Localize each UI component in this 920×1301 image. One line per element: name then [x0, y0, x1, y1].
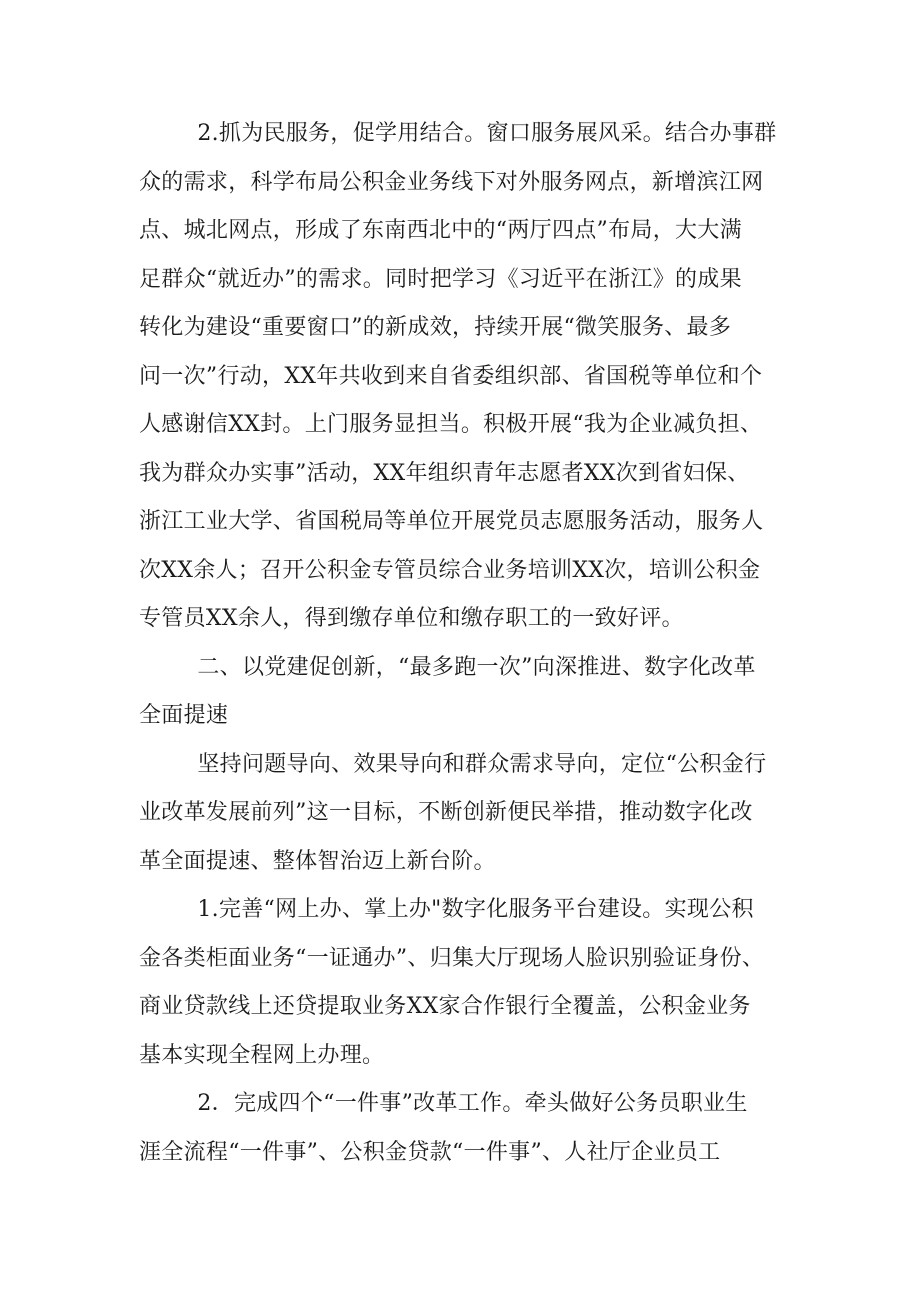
- paragraph-service: [139, 110, 799, 644]
- document-body: [139, 110, 799, 1177]
- text-line: 全面提速: [139, 703, 229, 728]
- text-line: 转化为建设“重要窗口”的新成效，持续开展“微笑服务、最多: [139, 315, 732, 340]
- text-line: 涯全流程“一件事”、公积金贷款“一件事”、人社厅企业员工: [139, 1139, 721, 1165]
- text-line: 金各类柜面业务“一证通办”、归集大厅现场人脸识别验证身份、: [139, 945, 765, 971]
- text-line: 人感谢信XX封。上门服务显担当。积极开展“我为企业减负担、: [139, 412, 763, 437]
- text-line: 2．完成四个“一件事”改革工作。牵头做好公务员职业生: [139, 1091, 748, 1116]
- text-line: 足群众“就近办”的需求。同时把学习《习近平在浙江》的成果: [139, 266, 742, 292]
- section-heading-innovation: [139, 644, 799, 741]
- text-line: 众的需求，科学布局公积金业务线下对外服务网点，新增滨江网: [139, 169, 764, 195]
- paragraph-digital-platform: [139, 886, 799, 1080]
- text-line: 坚持问题导向、效果导向和群众需求导向，定位“公积金行: [139, 751, 767, 777]
- text-line: 问一次”行动，XX年共收到来自省委组织部、省国税等单位和个: [139, 363, 763, 389]
- text-line: 点、城北网点，形成了东南西北中的“两厅四点”布局，大大满: [139, 218, 742, 243]
- text-line: 业改革发展前列”这一目标，不断创新便民举措，推动数字化改: [139, 800, 753, 825]
- text-line: 专管员XX余人，得到缴存单位和缴存职工的一致好评。: [139, 606, 684, 631]
- text-line: 我为群众办实事”活动，XX年组织青年志愿者XX次到省妇保、: [139, 460, 750, 486]
- text-line: 革全面提速、整体智治迈上新台阶。: [139, 848, 496, 874]
- text-line: 基本实现全程网上办理。: [139, 1042, 385, 1068]
- text-line: 二、以党建促创新，“最多跑一次”向深推进、数字化改革: [139, 654, 756, 680]
- text-line: 浙江工业大学、省国税局等单位开展党员志愿服务活动，服务人: [139, 509, 764, 534]
- paragraph-one-thing: [139, 1080, 799, 1177]
- text-line: 商业贷款线上还贷提取业务XX家合作银行全覆盖，公积金业务: [139, 994, 751, 1019]
- text-line: 次XX余人；召开公积金专管员综合业务培训XX次，培训公积金: [139, 557, 761, 583]
- text-line: 1.完善“网上办、掌上办"数字化服务平台建设。实现公积: [139, 897, 754, 922]
- paragraph-orientation: [139, 741, 799, 887]
- text-line: 2.抓为民服务，促学用结合。窗口服务展风采。结合办事群: [139, 121, 777, 146]
